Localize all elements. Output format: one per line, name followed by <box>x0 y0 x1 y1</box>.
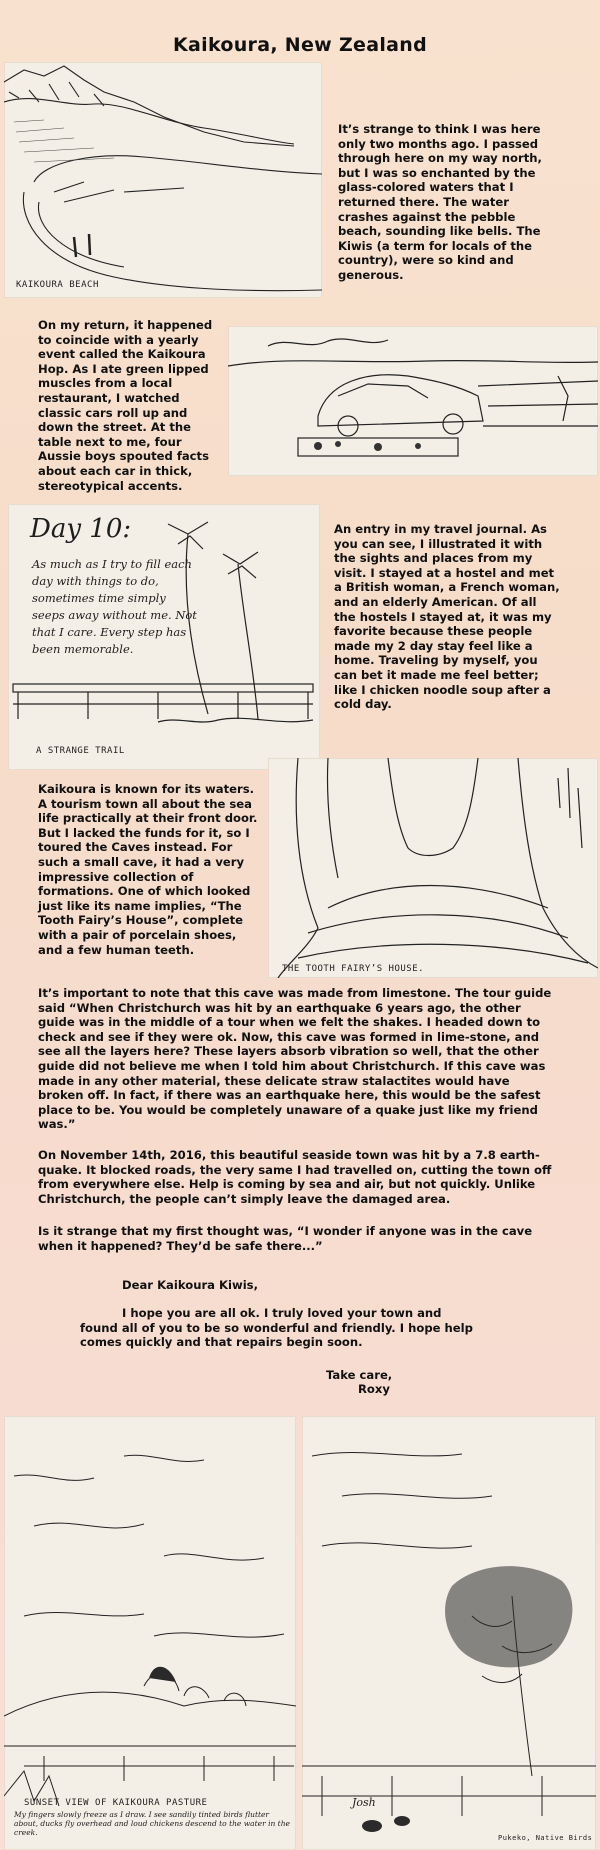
letter-salutation: Dear Kaikoura Kiwis, <box>122 1278 258 1292</box>
tree-sketch <box>302 1416 596 1850</box>
letter-body: I hope you are all ok. I truly loved your town and found all of you to be so wonderful and friendly. I hope help comes quickly and that repairs begin soon. <box>80 1306 473 1350</box>
paragraph-kaikoura-hop: On my return, it happened to coincide with a yearly event called the Kaikoura Hop. As I ate green lipped muscles from a local restaurant, I watched classic cars roll up and down the street. At the table next to me, four Aussie boys spouted facts about each car in thick, stereotypical accents. <box>38 318 213 493</box>
paragraph-arrival: It’s strange to think I was here only two months ago. I passed through here on my way north, but I was so enchanted by the glass-colored waters that I returned there. The water crashes against the pebble beach, sounding like bells. The Kiwis (a term for locals of the country), were so kind and generous. <box>338 122 542 282</box>
beach-sketch <box>4 62 322 298</box>
letter-closing: Take care, <box>326 1368 393 1382</box>
letter-signature: Roxy <box>358 1382 390 1396</box>
page-title: Kaikoura, New Zealand <box>173 34 427 56</box>
paragraph-caves: Kaikoura is known for its waters. A tourism town all about the sea life practically at their front door. But I lacked the funds for it, so I toured the Caves instead. For such a small cave, it had a very impressive collection of formations. One of which looked just like its name implies, “The Tooth Fairy’s House”, complete with a pair of porcelain shoes, and a few human teeth. <box>38 782 258 957</box>
classic-car-sketch <box>228 326 598 476</box>
journal-entry-text: As much as I try to fill each day with things to do, sometimes time simply seeps away without me. Not that I care. Every step has been memorable. <box>32 557 197 656</box>
journal-heading: Day 10: <box>30 514 132 544</box>
paragraph-limestone: It’s important to note that this cave was made from limestone. The tour guide said “When Christchurch was hit by an earthquake 6 years ago, the other guide was in the middle of a tour when we felt the shakes. I headed down to check and see if they were ok. Now, this cave was formed in lime-stone, and see all the layers here? These layers absorb vibration so well, that the other guide did not believe me when I told him about Christchurch. If this cave was made in any other material, these delicate straw stalactites would have broken off. In fact, if there was an earthquake here, this would be the safest place to be. You would be completely unaware of a quake just like my friend was.” <box>38 986 552 1132</box>
journal-caption: A STRANGE TRAIL <box>36 746 125 756</box>
pasture-journal-text: My fingers slowly freeze as I draw. I see sandily tinted birds flutter about, ducks fly overhead and loud chickens descend to the water in the creek. <box>14 1810 290 1837</box>
pasture-caption: SUNSET VIEW OF KAIKOURA PASTURE <box>24 1798 208 1808</box>
beach-caption: KAIKOURA BEACH <box>16 280 99 290</box>
tree-caption: Pukeko, Native Birds <box>498 1834 593 1842</box>
pasture-sketch <box>4 1416 296 1850</box>
paragraph-travel-journal: An entry in my travel journal. As you can see, I illustrated it with the sights and places from my visit. I stayed at a hostel and met a British woman, a French woman, and an elderly American. Of all the hostels I stayed at, it was my favorite because these people made my 2 day stay feel like a home. Traveling by myself, you can bet it made me feel better; like I chicken noodle soup after a cold day. <box>334 522 560 712</box>
paragraph-first-thought: Is it strange that my first thought was, “I wonder if anyone was in the cave when it happened? They’d be safe there...” <box>38 1224 533 1253</box>
cave-caption: THE TOOTH FAIRY’S HOUSE. <box>282 964 425 974</box>
cave-sketch <box>268 758 598 978</box>
tree-signature: Josh <box>352 1796 376 1809</box>
paragraph-earthquake: On November 14th, 2016, this beautiful seaside town was hit by a 7.8 earth-quake. It blocked roads, the very same I had travelled on, cutting the town off from everywhere else. Help is coming by sea and air, but not quickly. Unlike Christchurch, the people can’t simply leave the damaged area. <box>38 1148 552 1206</box>
